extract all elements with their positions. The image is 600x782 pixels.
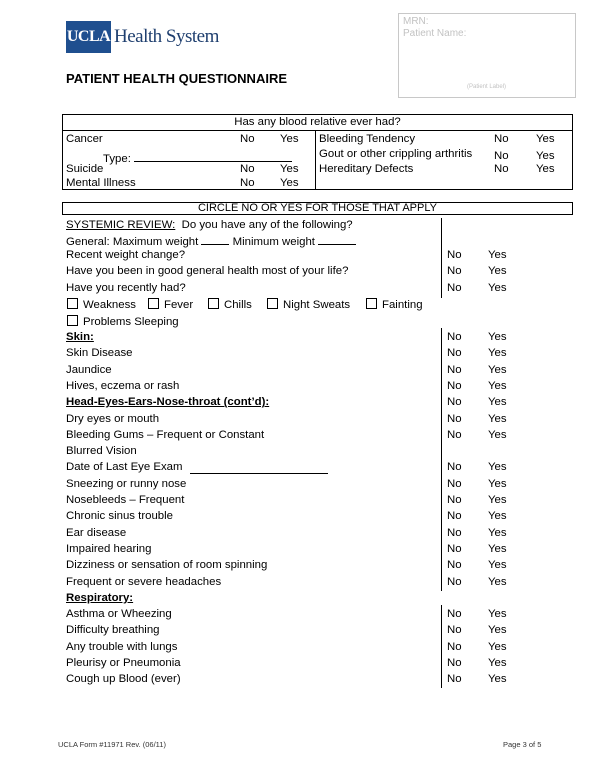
no-option[interactable]: No bbox=[447, 281, 462, 294]
checkbox-label: Night Sweats bbox=[283, 299, 351, 311]
max-weight-line[interactable] bbox=[201, 233, 229, 245]
yes-option[interactable]: Yes bbox=[488, 608, 507, 621]
checkbox[interactable] bbox=[208, 298, 219, 309]
page-title: PATIENT HEALTH QUESTIONNAIRE bbox=[66, 71, 287, 86]
yes-option[interactable]: Yes bbox=[488, 461, 507, 474]
blood-item-label: Suicide bbox=[66, 163, 104, 175]
question-label: Bleeding Gums – Frequent or Constant bbox=[66, 428, 265, 441]
yes-option[interactable]: Yes bbox=[488, 526, 507, 539]
ucla-logo-mark: UCLA bbox=[66, 21, 111, 53]
systemic-review-question: Do you have any of the following? bbox=[181, 219, 353, 231]
symptom-checkbox-option[interactable] bbox=[366, 298, 423, 311]
systemic-review-title: SYSTEMIC REVIEW: bbox=[66, 219, 176, 231]
symptom-checkbox-option[interactable] bbox=[148, 298, 193, 311]
cancer-type-field bbox=[103, 150, 292, 165]
symptom-checkbox-option[interactable] bbox=[267, 298, 350, 311]
question-label: Ear disease bbox=[66, 526, 127, 539]
yes-option[interactable]: Yes bbox=[488, 412, 507, 425]
patient-label-box bbox=[398, 13, 576, 98]
min-weight-line[interactable] bbox=[318, 233, 356, 245]
yes-option[interactable]: Yes bbox=[536, 150, 555, 162]
question-label: Hives, eczema or rash bbox=[66, 379, 180, 392]
question-label: Pleurisy or Pneumonia bbox=[66, 657, 181, 669]
question-label: Skin Disease bbox=[66, 347, 133, 360]
blood-item-label: Mental Illness bbox=[66, 177, 136, 189]
question-label: Blurred Vision bbox=[66, 445, 137, 458]
blood-item-label: Cancer bbox=[66, 133, 103, 145]
blood-item-label: Gout or other crippling arthritis bbox=[319, 148, 473, 160]
systemic-review-heading bbox=[66, 219, 353, 231]
yes-option[interactable]: Yes bbox=[488, 624, 507, 637]
no-option[interactable]: No bbox=[240, 177, 255, 189]
mrn-label: MRN: bbox=[403, 16, 429, 27]
circle-instructions-banner: CIRCLE NO OR YES FOR THOSE THAT APPLY bbox=[62, 202, 573, 215]
page-number: Page 3 of 5 bbox=[503, 740, 542, 749]
ucla-logo-text: Health System bbox=[114, 26, 219, 47]
question-label: Chronic sinus trouble bbox=[66, 510, 173, 523]
yes-option[interactable]: Yes bbox=[488, 657, 507, 669]
no-option[interactable]: No bbox=[447, 249, 462, 261]
yes-option[interactable]: Yes bbox=[280, 177, 299, 189]
question-label: Have you been in good general health most of your life? bbox=[66, 265, 349, 278]
no-option[interactable]: No bbox=[494, 163, 509, 175]
no-option[interactable]: No bbox=[447, 624, 462, 637]
systemic-divider-1 bbox=[441, 218, 442, 298]
question-label: Asthma or Wheezing bbox=[66, 608, 172, 621]
yes-option[interactable]: Yes bbox=[488, 494, 507, 506]
skin-heading: Skin: bbox=[66, 331, 94, 343]
systemic-divider-3 bbox=[441, 605, 442, 688]
no-option[interactable]: No bbox=[494, 133, 509, 145]
checkbox-label: Weakness bbox=[83, 299, 136, 311]
question-label: Difficulty breathing bbox=[66, 624, 160, 637]
no-option[interactable]: No bbox=[447, 510, 462, 523]
heent-heading: Head-Eyes-Ears-Nose-throat (cont’d): bbox=[66, 396, 270, 409]
question-label: Have you recently had? bbox=[66, 281, 186, 294]
symptom-checkbox-option[interactable] bbox=[208, 298, 252, 311]
no-option[interactable]: No bbox=[447, 396, 462, 409]
no-option[interactable]: No bbox=[447, 575, 462, 588]
no-option[interactable]: No bbox=[447, 412, 462, 425]
no-option[interactable]: No bbox=[447, 265, 462, 278]
no-option[interactable]: No bbox=[447, 379, 462, 392]
question-label: Date of Last Eye Exam bbox=[66, 461, 183, 474]
no-option[interactable]: No bbox=[447, 673, 462, 686]
question-label: Frequent or severe headaches bbox=[66, 575, 222, 588]
yes-option[interactable]: Yes bbox=[536, 133, 555, 145]
systemic-divider-2 bbox=[441, 328, 442, 591]
question-label: Jaundice bbox=[66, 363, 112, 376]
yes-option[interactable]: Yes bbox=[488, 673, 507, 686]
cancer-type-line[interactable] bbox=[134, 150, 292, 162]
no-option[interactable]: No bbox=[240, 163, 255, 175]
respiratory-heading: Respiratory: bbox=[66, 591, 134, 604]
question-label: Impaired hearing bbox=[66, 542, 152, 555]
question-label: Dry eyes or mouth bbox=[66, 412, 160, 425]
max-weight-label: General: Maximum weight bbox=[66, 236, 199, 248]
min-weight-label: Minimum weight bbox=[232, 236, 315, 248]
no-option[interactable]: No bbox=[447, 657, 462, 669]
yes-option[interactable]: Yes bbox=[488, 542, 507, 555]
no-option[interactable]: No bbox=[447, 542, 462, 555]
no-option[interactable]: No bbox=[447, 428, 462, 441]
no-option[interactable]: No bbox=[447, 363, 462, 376]
yes-option[interactable]: Yes bbox=[488, 379, 507, 392]
yes-option[interactable]: Yes bbox=[488, 347, 507, 360]
yes-option[interactable]: Yes bbox=[280, 163, 299, 175]
checkbox-label: Problems Sleeping bbox=[83, 316, 179, 328]
yes-option[interactable]: Yes bbox=[488, 575, 507, 588]
yes-option[interactable]: Yes bbox=[488, 265, 507, 278]
question-label: Recent weight change? bbox=[66, 249, 186, 261]
blood-item-label: Bleeding Tendency bbox=[319, 133, 416, 145]
yes-option[interactable]: Yes bbox=[488, 331, 507, 343]
no-option[interactable]: No bbox=[447, 559, 462, 572]
checkbox-label: Fainting bbox=[382, 299, 423, 311]
patient-label-caption: (Patient Label) bbox=[467, 84, 507, 90]
yes-option[interactable]: Yes bbox=[536, 163, 555, 175]
checkbox[interactable] bbox=[267, 298, 278, 309]
no-option[interactable]: No bbox=[447, 494, 462, 506]
blood-relative-heading: Has any blood relative ever had? bbox=[62, 114, 573, 131]
question-label: Nosebleeds – Frequent bbox=[66, 494, 185, 506]
checkbox[interactable] bbox=[67, 298, 78, 309]
checkbox-label: Chills bbox=[224, 299, 252, 311]
symptom-checkbox-option[interactable] bbox=[67, 298, 136, 311]
no-option[interactable]: No bbox=[447, 640, 462, 653]
patient-name-label: Patient Name: bbox=[403, 28, 467, 39]
no-option[interactable]: No bbox=[447, 331, 462, 343]
yes-option[interactable]: Yes bbox=[488, 640, 507, 653]
yes-option[interactable]: Yes bbox=[488, 281, 507, 294]
yes-option[interactable]: Yes bbox=[488, 249, 507, 261]
yes-option[interactable]: Yes bbox=[488, 396, 507, 409]
blood-table-divider bbox=[315, 130, 316, 190]
yes-option[interactable]: Yes bbox=[488, 477, 507, 490]
weight-row bbox=[66, 233, 356, 248]
blood-item-label: Hereditary Defects bbox=[319, 163, 414, 175]
question-label: Sneezing or runny nose bbox=[66, 477, 187, 490]
yes-option[interactable]: Yes bbox=[488, 428, 507, 441]
yes-option[interactable]: Yes bbox=[280, 133, 299, 145]
yes-option[interactable]: Yes bbox=[488, 559, 507, 572]
symptom-checkbox-option[interactable] bbox=[67, 315, 179, 328]
no-option[interactable]: No bbox=[494, 150, 509, 162]
question-label: Any trouble with lungs bbox=[66, 640, 178, 653]
checkbox-label: Fever bbox=[164, 299, 194, 311]
checkbox[interactable] bbox=[366, 298, 377, 309]
question-label: Cough up Blood (ever) bbox=[66, 673, 181, 686]
yes-option[interactable]: Yes bbox=[488, 363, 507, 376]
no-option[interactable]: No bbox=[447, 347, 462, 360]
yes-option[interactable]: Yes bbox=[488, 510, 507, 523]
checkbox[interactable] bbox=[67, 315, 78, 326]
no-option[interactable]: No bbox=[240, 133, 255, 145]
form-id: UCLA Form #11971 Rev. (06/11) bbox=[58, 740, 166, 749]
eye-exam-date-line[interactable] bbox=[190, 462, 328, 474]
no-option[interactable]: No bbox=[447, 477, 462, 490]
no-option[interactable]: No bbox=[447, 526, 462, 539]
no-option[interactable]: No bbox=[447, 608, 462, 621]
checkbox[interactable] bbox=[148, 298, 159, 309]
question-label: Dizziness or sensation of room spinning bbox=[66, 559, 268, 572]
no-option[interactable]: No bbox=[447, 461, 462, 474]
cancer-type-label: Type: bbox=[103, 153, 131, 165]
